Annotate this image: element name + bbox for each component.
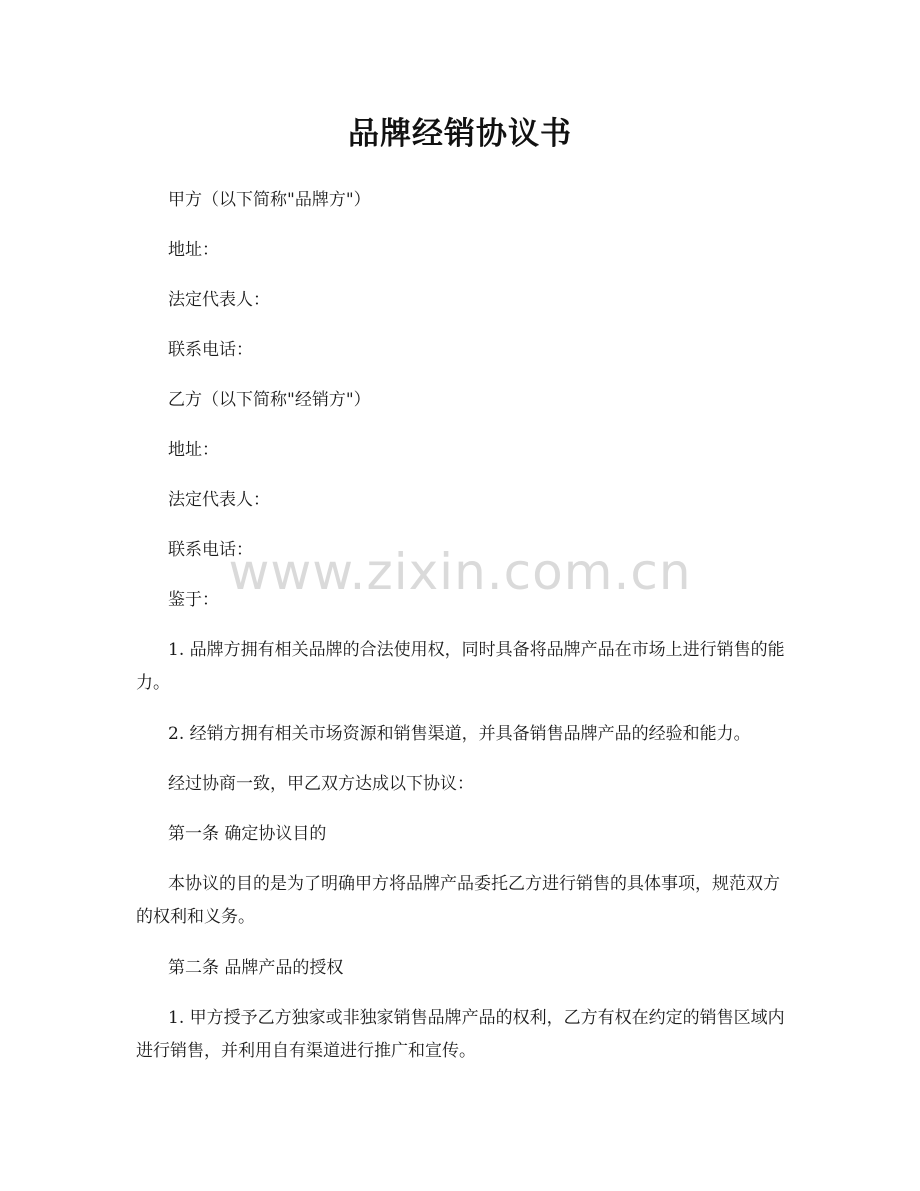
- article-1-heading: 第一条 确定协议目的: [168, 824, 327, 844]
- whereas-heading: 鉴于：: [168, 590, 219, 610]
- agreement-intro: 经过协商一致，甲乙双方达成以下协议：: [168, 774, 474, 794]
- party-b-representative: 法定代表人：: [168, 490, 270, 510]
- party-a-address: 地址：: [168, 240, 219, 260]
- article-1-body: 本协议的目的是为了明确甲方将品牌产品委托乙方进行销售的具体事项，规范双方的权利和义务。: [136, 874, 780, 927]
- whereas-item-2: 2. 经销方拥有相关市场资源和销售渠道，并具备销售品牌产品的经验和能力。: [168, 724, 751, 744]
- party-b-address: 地址：: [168, 440, 219, 460]
- party-a-heading: 甲方（以下简称"品牌方"）: [168, 190, 371, 210]
- article-2-heading: 第二条 品牌产品的授权: [168, 958, 344, 978]
- party-b-phone: 联系电话：: [168, 540, 253, 560]
- document-title: 品牌经销协议书: [348, 116, 572, 152]
- party-b-heading: 乙方（以下简称"经销方"）: [168, 390, 371, 410]
- party-a-phone: 联系电话：: [168, 340, 253, 360]
- watermark: www.zixin.com.cn: [228, 543, 692, 601]
- whereas-item-1: 1. 品牌方拥有相关品牌的合法使用权，同时具备将品牌产品在市场上进行销售的能力。: [136, 640, 785, 693]
- article-2-item-1: 1. 甲方授予乙方独家或非独家销售品牌产品的权利，乙方有权在约定的销售区域内进行销售，并利用自有渠道进行推广和宣传。: [136, 1008, 785, 1061]
- party-a-representative: 法定代表人：: [168, 290, 270, 310]
